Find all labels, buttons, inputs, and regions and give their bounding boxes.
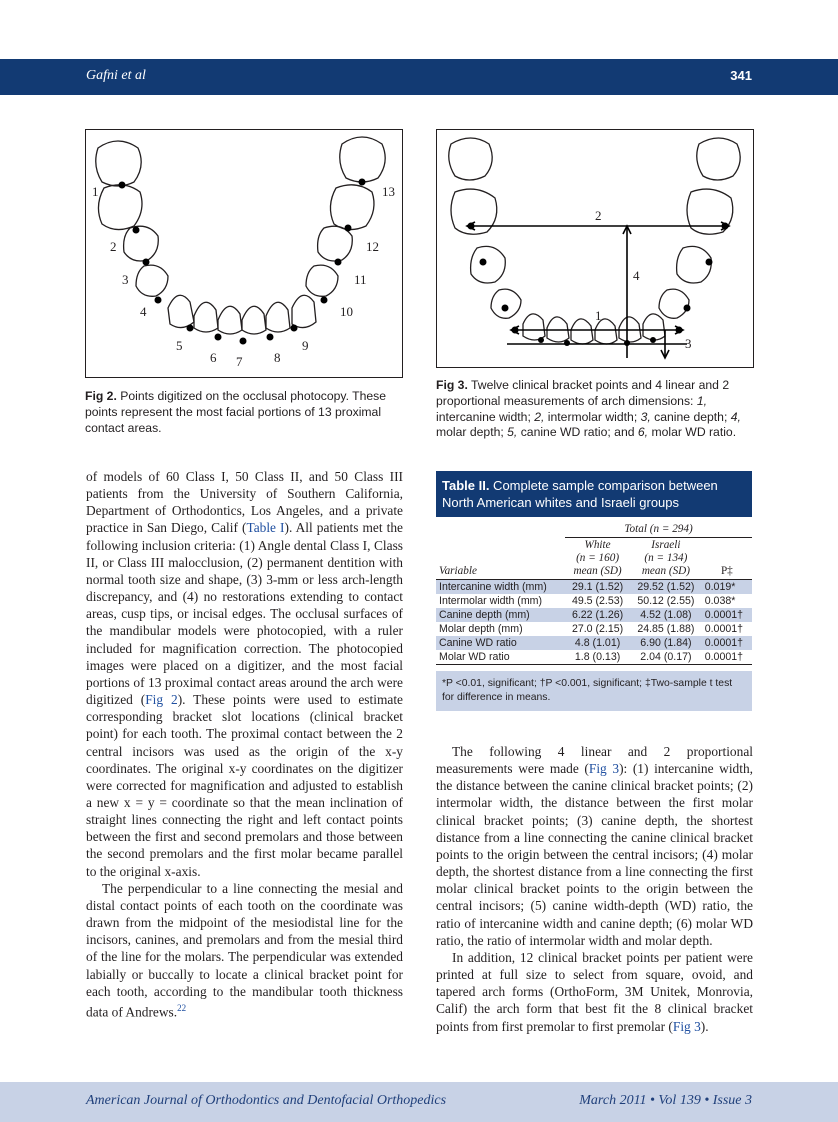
tooth-outline (318, 226, 353, 261)
table-2 (436, 471, 752, 711)
contact-point (345, 225, 352, 232)
tooth-outline (168, 295, 194, 327)
point-label: 8 (274, 350, 281, 365)
point-label: 7 (236, 354, 243, 369)
figure-3-link[interactable]: Fig 3 (588, 761, 620, 777)
point-label: 13 (382, 184, 395, 199)
tooth-outline (677, 246, 712, 283)
bracket-point (480, 259, 487, 266)
tooth-outline (449, 138, 492, 180)
point-label: 4 (140, 304, 147, 319)
paragraph: The following 4 linear and 2 proportional measurements were made (Fig 3): (1) intercanine width, the distance between the canine clinical bracket points; (2) intermolar width, the distance between the first molar clinical bracket points; (3) canine depth, the shortest distance from a line connecting the canine clinical bracket points to the origin between the central incisors; (4) molar depth, the shortest distance from a line connecting the first molar clinical bracket points to the origin between the central incisors; (5) canine width-depth (WD) ratio, the ratio of intercanine width and canine depth; (6) molar WD ratio, the ratio of intermolar width and molar depth. (436, 744, 753, 948)
bracket-point (468, 223, 475, 230)
figure-2-box (85, 129, 403, 378)
measure-label: 3 (685, 336, 692, 351)
point-label: 1 (92, 184, 99, 199)
contact-point (187, 325, 194, 332)
figure-3-label: Fig 3. (436, 378, 468, 392)
contact-point (215, 334, 222, 341)
bracket-point (676, 327, 683, 334)
point-label: 5 (176, 338, 183, 353)
table-row: Molar depth (mm) 27.0 (2.15) 24.85 (1.88) 0.0001† (439, 623, 744, 635)
contact-point (133, 227, 140, 234)
col-white: White (n = 160) mean (SD) (565, 538, 630, 580)
paragraph: The perpendicular to a line connecting the mesial and distal contact points of each tooth on the coordinate was drawn from the midpoint of the mesiodistal line for the incisors, canines, and premolars and from the mesial third of the line for the molars. The perpendicular was extended labially or buccally to locate a clinical bracket point for each tooth, according to the mandibular tooth thickness data of Andrews.$^{22}$ (86, 880, 403, 1020)
tooth-outline (571, 319, 593, 344)
running-header (0, 59, 838, 95)
figure-3-box (436, 129, 754, 368)
table-2-grid (436, 517, 752, 665)
running-footer (0, 1082, 838, 1122)
tooth-outline (194, 302, 218, 332)
reference-22-link[interactable]: 22 (177, 1002, 187, 1013)
contact-point (335, 259, 342, 266)
figure-2-label: Fig 2. (85, 389, 117, 403)
table-2-title: Table II. Complete sample comparison between North American whites and Israeli groups (436, 471, 752, 517)
contact-point (155, 297, 162, 304)
tooth-outline (266, 302, 290, 332)
figure-3-arch-diagram (437, 130, 753, 367)
tooth-outline (124, 226, 159, 261)
tooth-outline (491, 289, 521, 318)
col-variable: Variable (436, 538, 565, 580)
tooth-outline (643, 314, 665, 340)
tooth-outline (697, 138, 740, 180)
measure-label: 2 (595, 208, 602, 223)
point-label: 10 (340, 304, 353, 319)
paragraph: of models of 60 Class I, 50 Class II, and 50 Class III patients from the University of Southern California, Department of Orthodontics, Los Angeles, and a private practice in San Diego, Calif (Table I). All patients met the following inclusion criteria: (1) Angle dental Class I, Class II, or Class III malocclusion, (2) permanent dentition with normal tooth size and shape, (3) 3-mm or less arch-length discrepancy, and (4) no restorations extending to contact areas, cusp tips, or incisal edges. The occlusal surfaces of the mandibular models were photocopied, with a ruler included for magnification correction. The photocopied images were placed on a digitizer, and the most facial portions of 13 proximal contact areas around the arch were digitized (Fig 2). These points were used to estimate corresponding bracket slot locations (clinical bracket point) for each tooth. The proximal contact between the 2 central incisors was used as the origin of the x-y coordinates. The original x-y coordinates on the digitizer were corrected for magnification and adjusted to establish a new x = y = coordinate so that the mean inclination of straight lines connecting the right and left contact points between the first and second premolars and those between the second premolars and the first molar became parallel to the original x-axis. (86, 469, 403, 879)
tooth-outline (471, 246, 506, 283)
bracket-point (650, 337, 656, 343)
bracket-point (538, 337, 544, 343)
contact-point (143, 259, 150, 266)
bracket-point (564, 340, 570, 346)
measure-label: 4 (633, 268, 640, 283)
tooth-outline (306, 265, 338, 296)
tooth-outline (523, 314, 545, 340)
bracket-point (624, 340, 630, 346)
issue-info: March 2011 • Vol 139 • Issue 3 (579, 1093, 752, 1108)
contact-point (267, 334, 274, 341)
figure-3-caption: Fig 3. Twelve clinical bracket points and 4 linear and 2 proportional measurements of arch dimensions: 1, intercanine width; 2, intermolar width; 3, canine depth; 4, molar depth; 5, canine WD ratio; and 6, molar WD ratio. (436, 378, 741, 440)
point-label: 3 (122, 272, 129, 287)
point-label: 11 (354, 272, 367, 287)
figure-2-arch-diagram (86, 130, 402, 377)
contact-point (240, 338, 247, 345)
left-column (86, 468, 403, 1020)
figure-2-caption-text: Points digitized on the occlusal photocopy. These points represent the most facial portions of 13 proximal contact areas. (85, 389, 387, 435)
figure-2-link[interactable]: Fig 2 (145, 692, 178, 708)
table-row: Molar WD ratio 1.8 (0.13) 2.04 (0.17) 0.0001† (436, 650, 752, 665)
point-label: 2 (110, 239, 117, 254)
journal-name: American Journal of Orthodontics and Dentofacial Orthopedics (86, 1093, 447, 1108)
point-label: 12 (366, 239, 379, 254)
page-number: 341 (730, 68, 752, 83)
tooth-outline (218, 306, 242, 334)
running-author: Gafni et al (86, 68, 146, 83)
table-row: Canine WD ratio 4.8 (1.01) 6.90 (1.84) 0.0001† (436, 636, 752, 650)
bracket-point (512, 327, 519, 334)
bracket-point (684, 305, 691, 312)
contact-point (321, 297, 328, 304)
measure-label: 1 (595, 308, 602, 323)
bracket-point (722, 223, 729, 230)
tooth-outline (659, 289, 689, 318)
tooth-outline (136, 265, 168, 296)
right-column (436, 743, 753, 1035)
table-row: Intermolar width (mm) 49.5 (2.53) 50.12 (2.55) 0.038* (439, 595, 736, 607)
tooth-outline (242, 306, 266, 334)
contact-point (291, 325, 298, 332)
bracket-point (706, 259, 713, 266)
contact-point (359, 179, 366, 186)
contact-point (119, 182, 126, 189)
bracket-point (502, 305, 509, 312)
tooth-outline (98, 185, 142, 230)
table-2-footnote: *P <0.01, significant; †P <0.001, significant; ‡Two-sample t test for difference in means. (436, 671, 752, 711)
col-p: P‡ (702, 538, 752, 580)
tooth-outline (96, 141, 141, 186)
table-header-row (436, 517, 752, 538)
point-label: 9 (302, 338, 309, 353)
figure-3-link[interactable]: Fig 3 (672, 1018, 701, 1034)
figure-2-caption (85, 389, 403, 436)
table-1-link[interactable]: Table I (246, 520, 285, 536)
tooth-outline (340, 137, 385, 182)
table-header-row (436, 538, 752, 580)
table-row: Intercanine width (mm) 29.1 (1.52) 29.52 (1.52) 0.019* (436, 580, 752, 595)
tooth-outline (330, 185, 374, 230)
paragraph: In addition, 12 clinical bracket points per patient were printed at full size to select from square, ovoid, and tapered arch forms (OrthoForm, 3M Unitek, Monrovia, Calif) the arch form that best fit the 8 clinical bracket points from first premolar to first premolar (Fig 3). (436, 949, 753, 1034)
point-label: 6 (210, 350, 217, 365)
table-row: Canine depth (mm) 6.22 (1.26) 4.52 (1.08) 0.0001† (436, 608, 752, 622)
tooth-outline (292, 295, 316, 327)
col-israeli: Israeli (n = 134) mean (SD) (630, 538, 702, 580)
group-header: Total (n = 294) (565, 517, 752, 538)
